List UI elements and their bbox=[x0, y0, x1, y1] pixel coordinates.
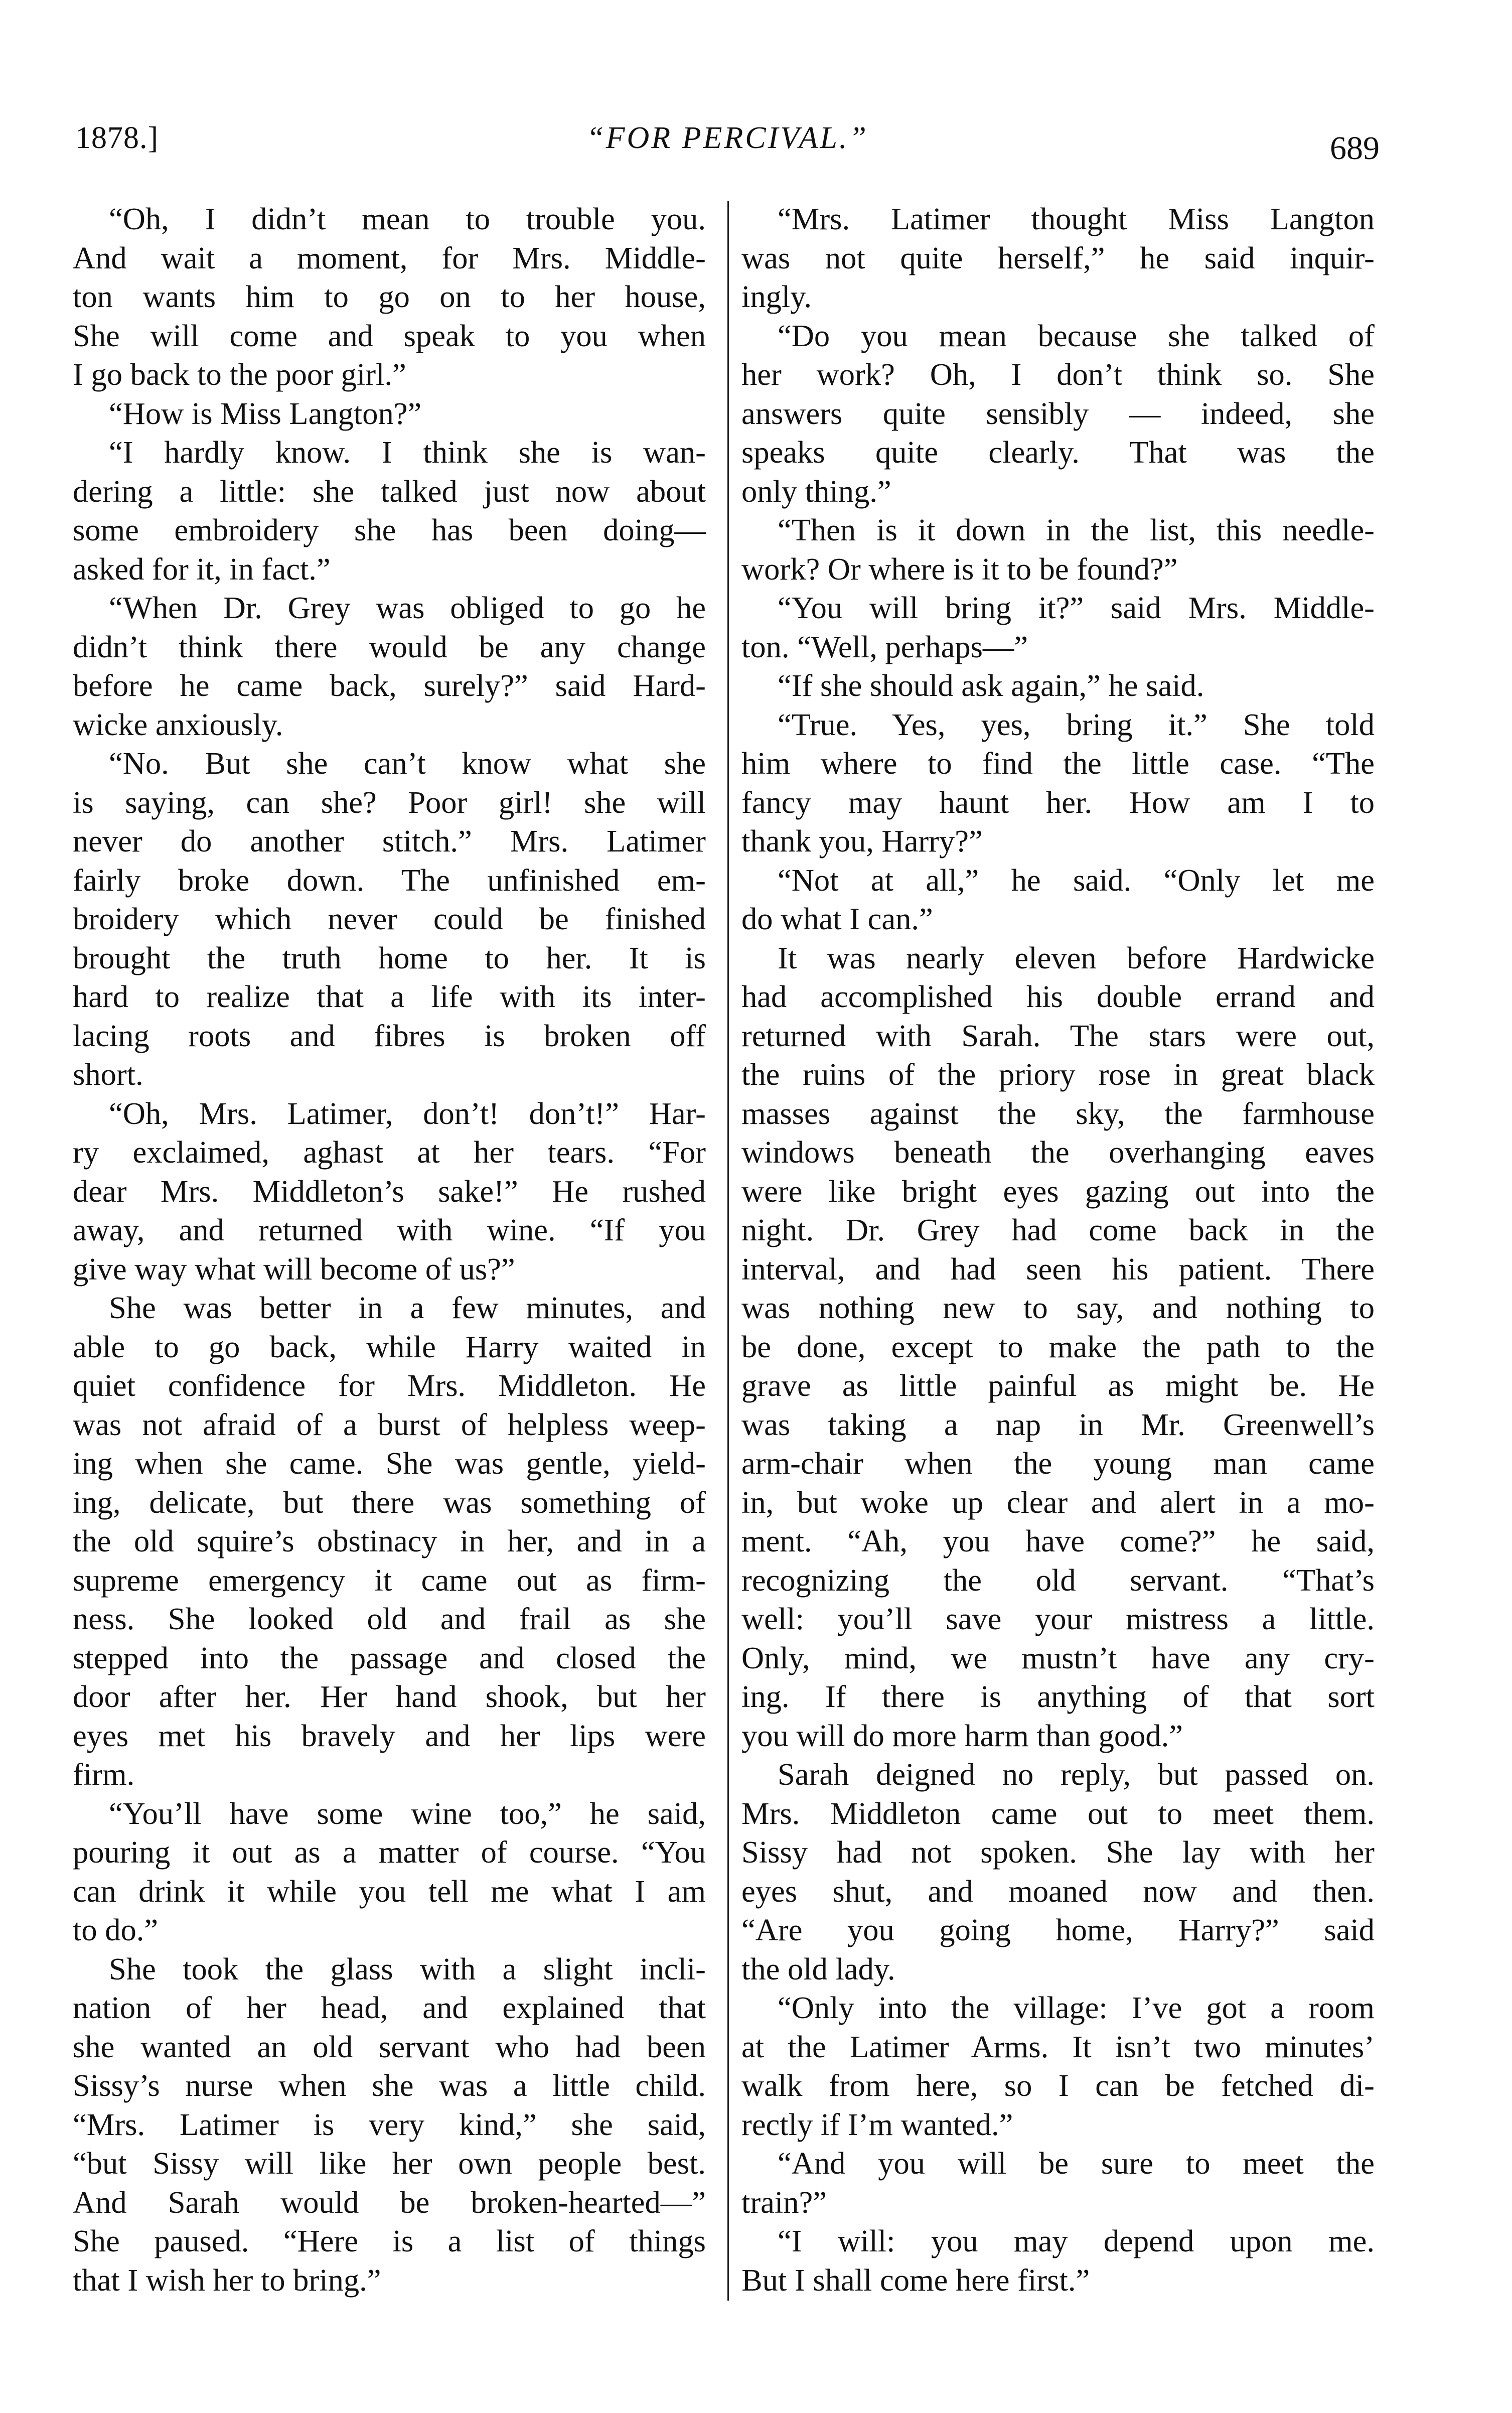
text-line: “If she should ask again,” he said. bbox=[778, 668, 1204, 703]
running-header bbox=[75, 110, 1380, 171]
text-line: “Do you mean because she talked of bbox=[778, 318, 1375, 353]
text-line: I go back to the poor girl.” bbox=[73, 357, 406, 392]
text-line: were like bright eyes gazing out into the bbox=[741, 1173, 1375, 1209]
text-line: “How is Miss Langton?” bbox=[109, 395, 422, 431]
text-line: It was nearly eleven before Hardwicke bbox=[778, 940, 1375, 975]
text-line: interval, and had seen his patient. There bbox=[741, 1251, 1375, 1287]
text-line: well: you’ll save your mistress a little. bbox=[741, 1601, 1375, 1636]
text-line: didn’t think there would be any change bbox=[73, 629, 706, 664]
text-line: “You’ll have some wine too,” he said, bbox=[109, 1795, 706, 1831]
header-year: 1878.] bbox=[75, 121, 159, 155]
text-line: was not quite herself,” he said inquir- bbox=[741, 240, 1375, 275]
text-line: ing when she came. She was gentle, yield- bbox=[73, 1446, 706, 1481]
text-line: rectly if I’m wanted.” bbox=[741, 2106, 1013, 2142]
text-line: walk from here, so I can be fetched di- bbox=[741, 2068, 1375, 2103]
text-line: ingly. bbox=[741, 279, 812, 314]
text-line: thank you, Harry?” bbox=[741, 823, 983, 859]
text-line: fairly broke down. The unfinished em- bbox=[73, 862, 706, 898]
text-line: can drink it while you tell me what I am bbox=[73, 1873, 706, 1909]
text-line: was taking a nap in Mr. Greenwell’s bbox=[741, 1406, 1375, 1442]
text-line: grave as little painful as might be. He bbox=[741, 1368, 1375, 1403]
text-line: eyes shut, and moaned now and then. bbox=[741, 1873, 1375, 1909]
text-line: And Sarah would be broken-hearted—” bbox=[73, 2184, 706, 2220]
text-line: the ruins of the priory rose in great black bbox=[741, 1057, 1375, 1092]
text-line: fancy may haunt her. How am I to bbox=[741, 784, 1375, 820]
text-line: you will do more harm than good.” bbox=[741, 1718, 1183, 1753]
text-line: “I will: you may depend upon me. bbox=[778, 2223, 1375, 2258]
text-line: dering a little: she talked just now about bbox=[73, 473, 706, 509]
text-line: had accomplished his double errand and bbox=[741, 979, 1375, 1014]
text-line: “True. Yes, yes, bring it.” She told bbox=[778, 706, 1375, 742]
text-column-right bbox=[741, 200, 1375, 2300]
text-line: And wait a moment, for Mrs. Middle- bbox=[73, 240, 706, 275]
text-line: that I wish her to bring.” bbox=[73, 2262, 381, 2298]
text-line: train?” bbox=[741, 2184, 827, 2220]
text-line: ing, delicate, but there was something of bbox=[73, 1484, 706, 1520]
text-line: arm-chair when the young man came bbox=[741, 1446, 1375, 1481]
text-line: the old lady. bbox=[741, 1951, 895, 1986]
text-line: asked for it, in fact.” bbox=[73, 551, 331, 587]
text-line: eyes met his bravely and her lips were bbox=[73, 1718, 706, 1753]
text-line: Only, mind, we mustn’t have any cry- bbox=[741, 1640, 1375, 1675]
text-line: only thing.” bbox=[741, 473, 891, 509]
text-line: returned with Sarah. The stars were out, bbox=[741, 1018, 1375, 1053]
text-column-left bbox=[73, 200, 706, 2300]
text-line: be done, except to make the path to the bbox=[741, 1329, 1375, 1364]
text-line: “I hardly know. I think she is wan- bbox=[109, 435, 706, 470]
text-line: wicke anxiously. bbox=[73, 706, 283, 742]
text-line: is saying, can she? Poor girl! she will bbox=[73, 784, 706, 820]
text-line: Mrs. Middleton came out to meet them. bbox=[741, 1795, 1375, 1831]
text-line: to do.” bbox=[73, 1912, 159, 1947]
text-line: “Are you going home, Harry?” said bbox=[741, 1912, 1375, 1947]
text-line: “Then is it down in the list, this needle- bbox=[778, 512, 1375, 547]
text-line: “Only into the village: I’ve got a room bbox=[778, 1990, 1375, 2025]
text-line: hard to realize that a life with its inter- bbox=[73, 979, 706, 1014]
text-line: broidery which never could be finished bbox=[73, 901, 706, 936]
text-line: But I shall come here first.” bbox=[741, 2262, 1090, 2298]
text-line: ton wants him to go on to her house, bbox=[73, 279, 706, 314]
text-line: pouring it out as a matter of course. “You bbox=[73, 1834, 706, 1870]
text-line: in, but woke up clear and alert in a mo- bbox=[741, 1484, 1375, 1520]
page-number: 689 bbox=[1330, 130, 1380, 167]
text-line: ry exclaimed, aghast at her tears. “For bbox=[73, 1134, 706, 1170]
text-line: “Mrs. Latimer is very kind,” she said, bbox=[73, 2106, 706, 2142]
text-line: supreme emergency it came out as firm- bbox=[73, 1562, 706, 1598]
text-line: she wanted an old servant who had been bbox=[73, 2029, 706, 2064]
text-line: give way what will become of us?” bbox=[73, 1251, 515, 1287]
text-line: him where to find the little case. “The bbox=[741, 746, 1375, 781]
text-line: the old squire’s obstinacy in her, and in a bbox=[73, 1523, 706, 1558]
text-line: was not afraid of a burst of helpless weep- bbox=[73, 1406, 706, 1442]
text-line: Sissy had not spoken. She lay with her bbox=[741, 1834, 1375, 1870]
text-line: brought the truth home to her. It is bbox=[73, 940, 706, 975]
text-line: answers quite sensibly — indeed, she bbox=[741, 395, 1375, 431]
text-line: She paused. “Here is a list of things bbox=[73, 2223, 706, 2258]
text-line: ton. “Well, perhaps—” bbox=[741, 629, 1028, 664]
text-line: Sarah deigned no reply, but passed on. bbox=[778, 1757, 1375, 1792]
header-title: “FOR PERCIVAL.” bbox=[586, 121, 868, 155]
text-line: windows beneath the overhanging eaves bbox=[741, 1134, 1375, 1170]
text-line: firm. bbox=[73, 1757, 135, 1792]
text-line: “You will bring it?” said Mrs. Middle- bbox=[778, 590, 1375, 625]
text-line: “Oh, I didn’t mean to trouble you. bbox=[109, 201, 706, 236]
text-line: She took the glass with a slight incli- bbox=[109, 1951, 706, 1986]
text-line: never do another stitch.” Mrs. Latimer bbox=[73, 823, 706, 859]
text-line: ness. She looked old and frail as she bbox=[73, 1601, 706, 1636]
text-line: her work? Oh, I don’t think so. She bbox=[741, 357, 1375, 392]
text-line: lacing roots and fibres is broken off bbox=[73, 1018, 706, 1053]
text-line: away, and returned with wine. “If you bbox=[73, 1212, 706, 1247]
text-line: stepped into the passage and closed the bbox=[73, 1640, 706, 1675]
text-line: She was better in a few minutes, and bbox=[109, 1290, 706, 1325]
text-line: dear Mrs. Middleton’s sake!” He rushed bbox=[73, 1173, 706, 1209]
text-line: before he came back, surely?” said Hard- bbox=[73, 668, 706, 703]
text-line: door after her. Her hand shook, but her bbox=[73, 1679, 706, 1714]
text-line: She will come and speak to you when bbox=[73, 318, 706, 353]
text-line: do what I can.” bbox=[741, 901, 933, 936]
text-line: some embroidery she has been doing— bbox=[73, 512, 706, 547]
text-line: “Mrs. Latimer thought Miss Langton bbox=[778, 201, 1375, 236]
text-line: was nothing new to say, and nothing to bbox=[741, 1290, 1375, 1325]
text-line: speaks quite clearly. That was the bbox=[741, 435, 1375, 470]
text-line: able to go back, while Harry waited in bbox=[73, 1329, 706, 1364]
text-line: at the Latimer Arms. It isn’t two minutes’ bbox=[741, 2029, 1375, 2064]
column-divider-rule bbox=[727, 201, 729, 2301]
text-line: nation of her head, and explained that bbox=[73, 1990, 706, 2025]
text-line: “Not at all,” he said. “Only let me bbox=[778, 862, 1375, 898]
text-line: night. Dr. Grey had come back in the bbox=[741, 1212, 1375, 1247]
text-line: “Oh, Mrs. Latimer, don’t! don’t!” Har- bbox=[109, 1095, 706, 1131]
text-line: “No. But she can’t know what she bbox=[109, 746, 706, 781]
text-line: masses against the sky, the farmhouse bbox=[741, 1095, 1375, 1131]
text-line: ing. If there is anything of that sort bbox=[741, 1679, 1375, 1714]
text-line: “And you will be sure to meet the bbox=[778, 2146, 1375, 2181]
text-line: “When Dr. Grey was obliged to go he bbox=[109, 590, 706, 625]
text-line: short. bbox=[73, 1057, 143, 1092]
text-line: “but Sissy will like her own people best. bbox=[73, 2146, 706, 2181]
text-line: ment. “Ah, you have come?” he said, bbox=[741, 1523, 1375, 1558]
text-line: quiet confidence for Mrs. Middleton. He bbox=[73, 1368, 706, 1403]
text-line: work? Or where is it to be found?” bbox=[741, 551, 1178, 587]
text-line: Sissy’s nurse when she was a little child. bbox=[73, 2068, 706, 2103]
text-line: recognizing the old servant. “That’s bbox=[741, 1562, 1375, 1598]
